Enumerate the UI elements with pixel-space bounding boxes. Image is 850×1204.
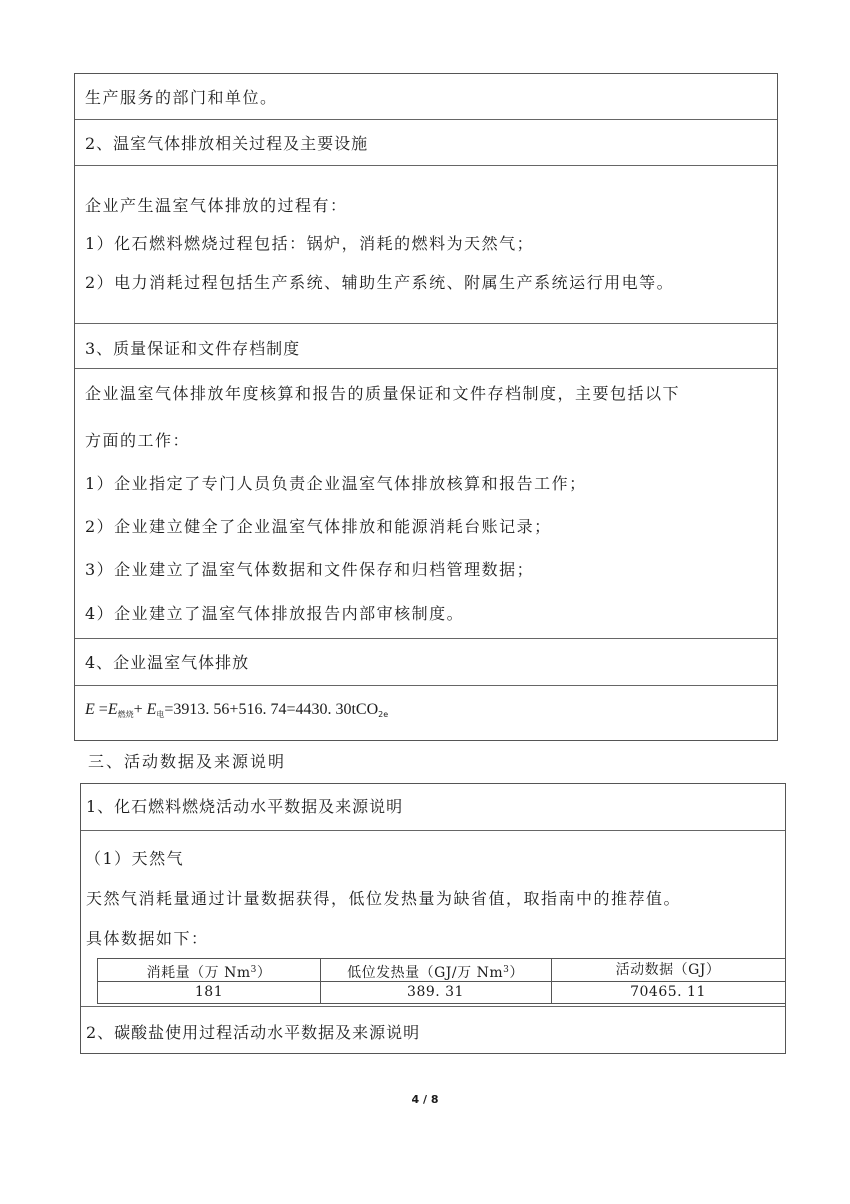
row-divider [75, 165, 777, 166]
quality-intro-line-2: 方面的工作： [85, 431, 191, 450]
emissions-formula [85, 700, 388, 725]
activity-data-table [80, 783, 786, 1054]
row-divider [75, 323, 777, 324]
natural-gas-data-table [97, 958, 786, 1004]
data-intro: 具体数据如下： [86, 929, 209, 948]
process-item-2: 2）电力消耗过程包括生产系统、辅助生产系统、附属生产系统运行用电等。 [85, 273, 675, 292]
heading-fossil-fuel: 1、化石燃料燃烧活动水平数据及来源说明 [86, 797, 404, 816]
formula-subscript-electric: 电 [156, 710, 165, 719]
formula-subscript-combustion: 燃烧 [117, 710, 134, 719]
formula-symbol-e: E [85, 701, 95, 718]
column-header-activity-data: 活动数据（GJ） [615, 962, 721, 978]
formula-symbol-e-electric: E [146, 701, 157, 718]
section-heading-processes: 2、温室气体排放相关过程及主要设施 [85, 134, 369, 153]
quality-item-1: 1）企业指定了专门人员负责企业温室气体排放核算和报告工作； [85, 474, 587, 493]
formula-symbol-e-combustion: E [107, 701, 118, 718]
process-item-1: 1）化石燃料燃烧过程包括：锅炉，消耗的燃料为天然气； [85, 234, 535, 253]
quality-item-4: 4）企业建立了温室气体排放报告内部审核制度。 [85, 604, 465, 623]
process-intro: 企业产生温室气体排放的过程有： [85, 196, 348, 215]
cell-consumption: 181 [194, 984, 224, 1000]
heading-carbonate: 2、碳酸盐使用过程活动水平数据及来源说明 [86, 1023, 421, 1042]
natural-gas-description: 天然气消耗量通过计量数据获得，低位发热量为缺省值，取指南中的推荐值。 [86, 889, 682, 908]
section-title-activity-data: 三、活动数据及来源说明 [88, 752, 287, 771]
quality-intro-line-1: 企业温室气体排放年度核算和报告的质量保证和文件存档制度，主要包括以下 [85, 384, 681, 403]
quality-item-2: 2）企业建立健全了企业温室气体排放和能源消耗台账记录； [85, 517, 552, 536]
row-divider [81, 830, 785, 831]
row-divider [81, 1006, 785, 1007]
section-heading-emissions: 4、企业温室气体排放 [85, 653, 250, 672]
formula-plus: + [133, 701, 147, 718]
subheading-natural-gas: （1）天然气 [85, 849, 185, 868]
row-divider [75, 638, 777, 639]
row-divider [75, 685, 777, 686]
section-heading-quality: 3、质量保证和文件存档制度 [85, 339, 301, 358]
emissions-overview-table [74, 73, 778, 741]
continuation-text: 生产服务的部门和单位。 [85, 88, 278, 107]
column-header-calorific-value: 低位发热量（GJ/万 Nm$^3$） [347, 965, 524, 981]
page-number: 4 / 8 [411, 1093, 439, 1106]
column-header-consumption: 消耗量（万 Nm$^3$） [146, 965, 272, 981]
formula-subscript-co2e: 2e [378, 710, 389, 719]
row-divider [75, 368, 777, 369]
row-divider [75, 119, 777, 120]
quality-item-3: 3）企业建立了温室气体数据和文件保存和归档管理数据； [85, 560, 535, 579]
cell-calorific-value: 389. 31 [407, 984, 464, 1000]
cell-activity-data: 70465. 11 [630, 984, 706, 1000]
formula-equals: = [94, 701, 108, 718]
formula-values: =3913. 56+516. 74=4430. 30tCO [164, 701, 379, 718]
